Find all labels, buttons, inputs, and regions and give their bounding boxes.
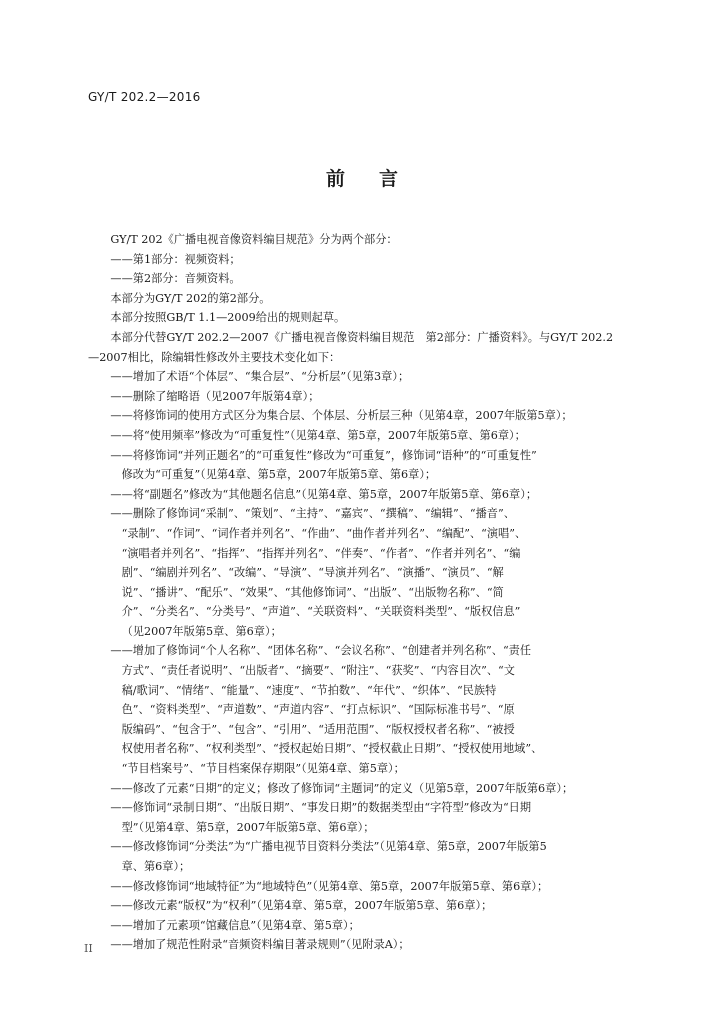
body-line: 型”（见第4章、第5章，2007年版第5章、第6章）；	[121, 820, 375, 834]
body-line: ——第1部分：视频资料；	[110, 252, 241, 266]
body-line: ——修饰词“录制日期”、“出版日期”、“事发日期”的数据类型由“字符型”修改为“日期	[110, 801, 532, 815]
preface-body	[88, 230, 640, 955]
body-line: “录制”、“作词”、“词作者并列名”、“作曲”、“曲作者并列名”、“编配”、“演唱”、	[121, 526, 527, 540]
body-line: 章、第6章）；	[121, 860, 191, 873]
body-line: ——修改了元素“日期”的定义；修改了修饰词“主题词”的定义（见第5章，2007年版第6章）；	[110, 781, 574, 795]
body-line: （见2007年版第5章、第6章）；	[121, 624, 282, 638]
body-line: ——修改元素“版权”为“权利”（见第4章、第5章，2007年版第5章、第6章）；	[110, 899, 493, 913]
body-line: 本部分代替GY/T 202.2—2007《广播电视音像资料编目规范 第2部分：广播资料》。与GY/T 202.2	[110, 330, 614, 344]
body-line: —2007相比，除编辑性修改外主要技术变化如下：	[88, 350, 341, 364]
body-line: ——删除了缩略语（见2007年版第4章）；	[110, 389, 320, 403]
body-line: ——增加了术语“个体层”、“集合层”、“分析层”（见第3章）；	[110, 370, 410, 384]
body-line: ——增加了元素项“馆藏信息”（见第4章、第5章）；	[110, 918, 360, 932]
body-line: ——将修饰词“并列正题名”的“可重复性”修改为“可重复”，修饰词“语种”的“可重复性”	[110, 448, 537, 462]
body-line: 方式”、“责任者说明”、“出版者”、“摘要”、“附注”、“获奖”、“内容目次”、“文	[121, 664, 515, 678]
body-line: 说”、“播讲”、“配乐”、“效果”、“其他修饰词”、“出版”、“出版物名称”、“简	[121, 585, 504, 599]
body-line: “节目档案号”、“节目档案保存期限”（见第4章、第5章）；	[121, 762, 405, 776]
body-line: ——将“使用频率”修改为“可重复性”（见第4章、第5章，2007年版第5章、第6章）；	[110, 428, 526, 442]
body-line: 稿/歌词”、“情绪”、“能量”、“速度”、“节拍数”、“年代”、“织体”、“民族特	[121, 683, 497, 697]
body-line: GY/T 202《广播电视音像资料编目规范》分为两个部分：	[110, 233, 398, 246]
body-line: 剧”、“编剧并列名”、“改编”、“导演”、“导演并列名”、“演播”、“演员”、“解	[121, 566, 504, 580]
body-line: 本部分为GY/T 202的第2部分。	[110, 291, 271, 305]
body-line: ——增加了修饰词“个人名称”、“团体名称”、“会议名称”、“创建者并列名称”、“责任	[110, 644, 532, 658]
body-line: 色”、“资料类型”、“声道数”、“声道内容”、“打点标识”、“国际标准书号”、“原	[121, 703, 515, 717]
body-line: 介”、“分类名”、“分类号”、“声道”、“关联资料”、“关联资料类型”、“版权信息”	[121, 605, 521, 619]
body-line: ——第2部分：音频资料。	[110, 272, 241, 286]
body-line: “演唱者并列名”、“指挥”、“指挥并列名”、“伴奏”、“作者”、“作者并列名”、“编	[121, 546, 521, 560]
standard-code: GY/T 202.2—2016	[88, 90, 201, 104]
body-line: 版编码”、“包含于”、“包含”、“引用”、“适用范围”、“版权授权者名称”、“被授	[121, 722, 515, 736]
body-line: ——修改修饰词“地域特征”为“地域特色”（见第4章、第5章，2007年版第5章、第6章）；	[110, 879, 549, 893]
body-line: 权使用者名称”、“权利类型”、“授权起始日期”、“授权截止日期”、“授权使用地域”、	[121, 742, 543, 756]
body-line: ——将“副题名”修改为“其他题名信息”（见第4章、第5章，2007年版第5章、第6章）；	[110, 487, 538, 501]
body-line: ——修改修饰词“分类法”为“广播电视节目资料分类法”（见第4章、第5章，2007年版第5	[110, 840, 547, 854]
body-line: ——将修饰词的使用方式区分为集合层、个体层、分析层三种（见第4章，2007年版第5章）；	[110, 409, 573, 423]
page-number: II	[84, 942, 93, 955]
page-title: 前言	[325, 168, 432, 190]
body-line: 修改为“可重复”（见第4章、第5章，2007年版第5章、第6章）；	[121, 468, 437, 482]
body-line: ——删除了修饰词“采制”、“策划”、“主持”、“嘉宾”、“撰稿”、“编辑”、“播音”、	[110, 507, 515, 521]
body-line: 本部分按照GB/T 1.1—2009给出的规则起草。	[110, 311, 346, 325]
body-line: ——增加了规范性附录“音频资料编目著录规则”（见附录A）；	[110, 938, 410, 952]
